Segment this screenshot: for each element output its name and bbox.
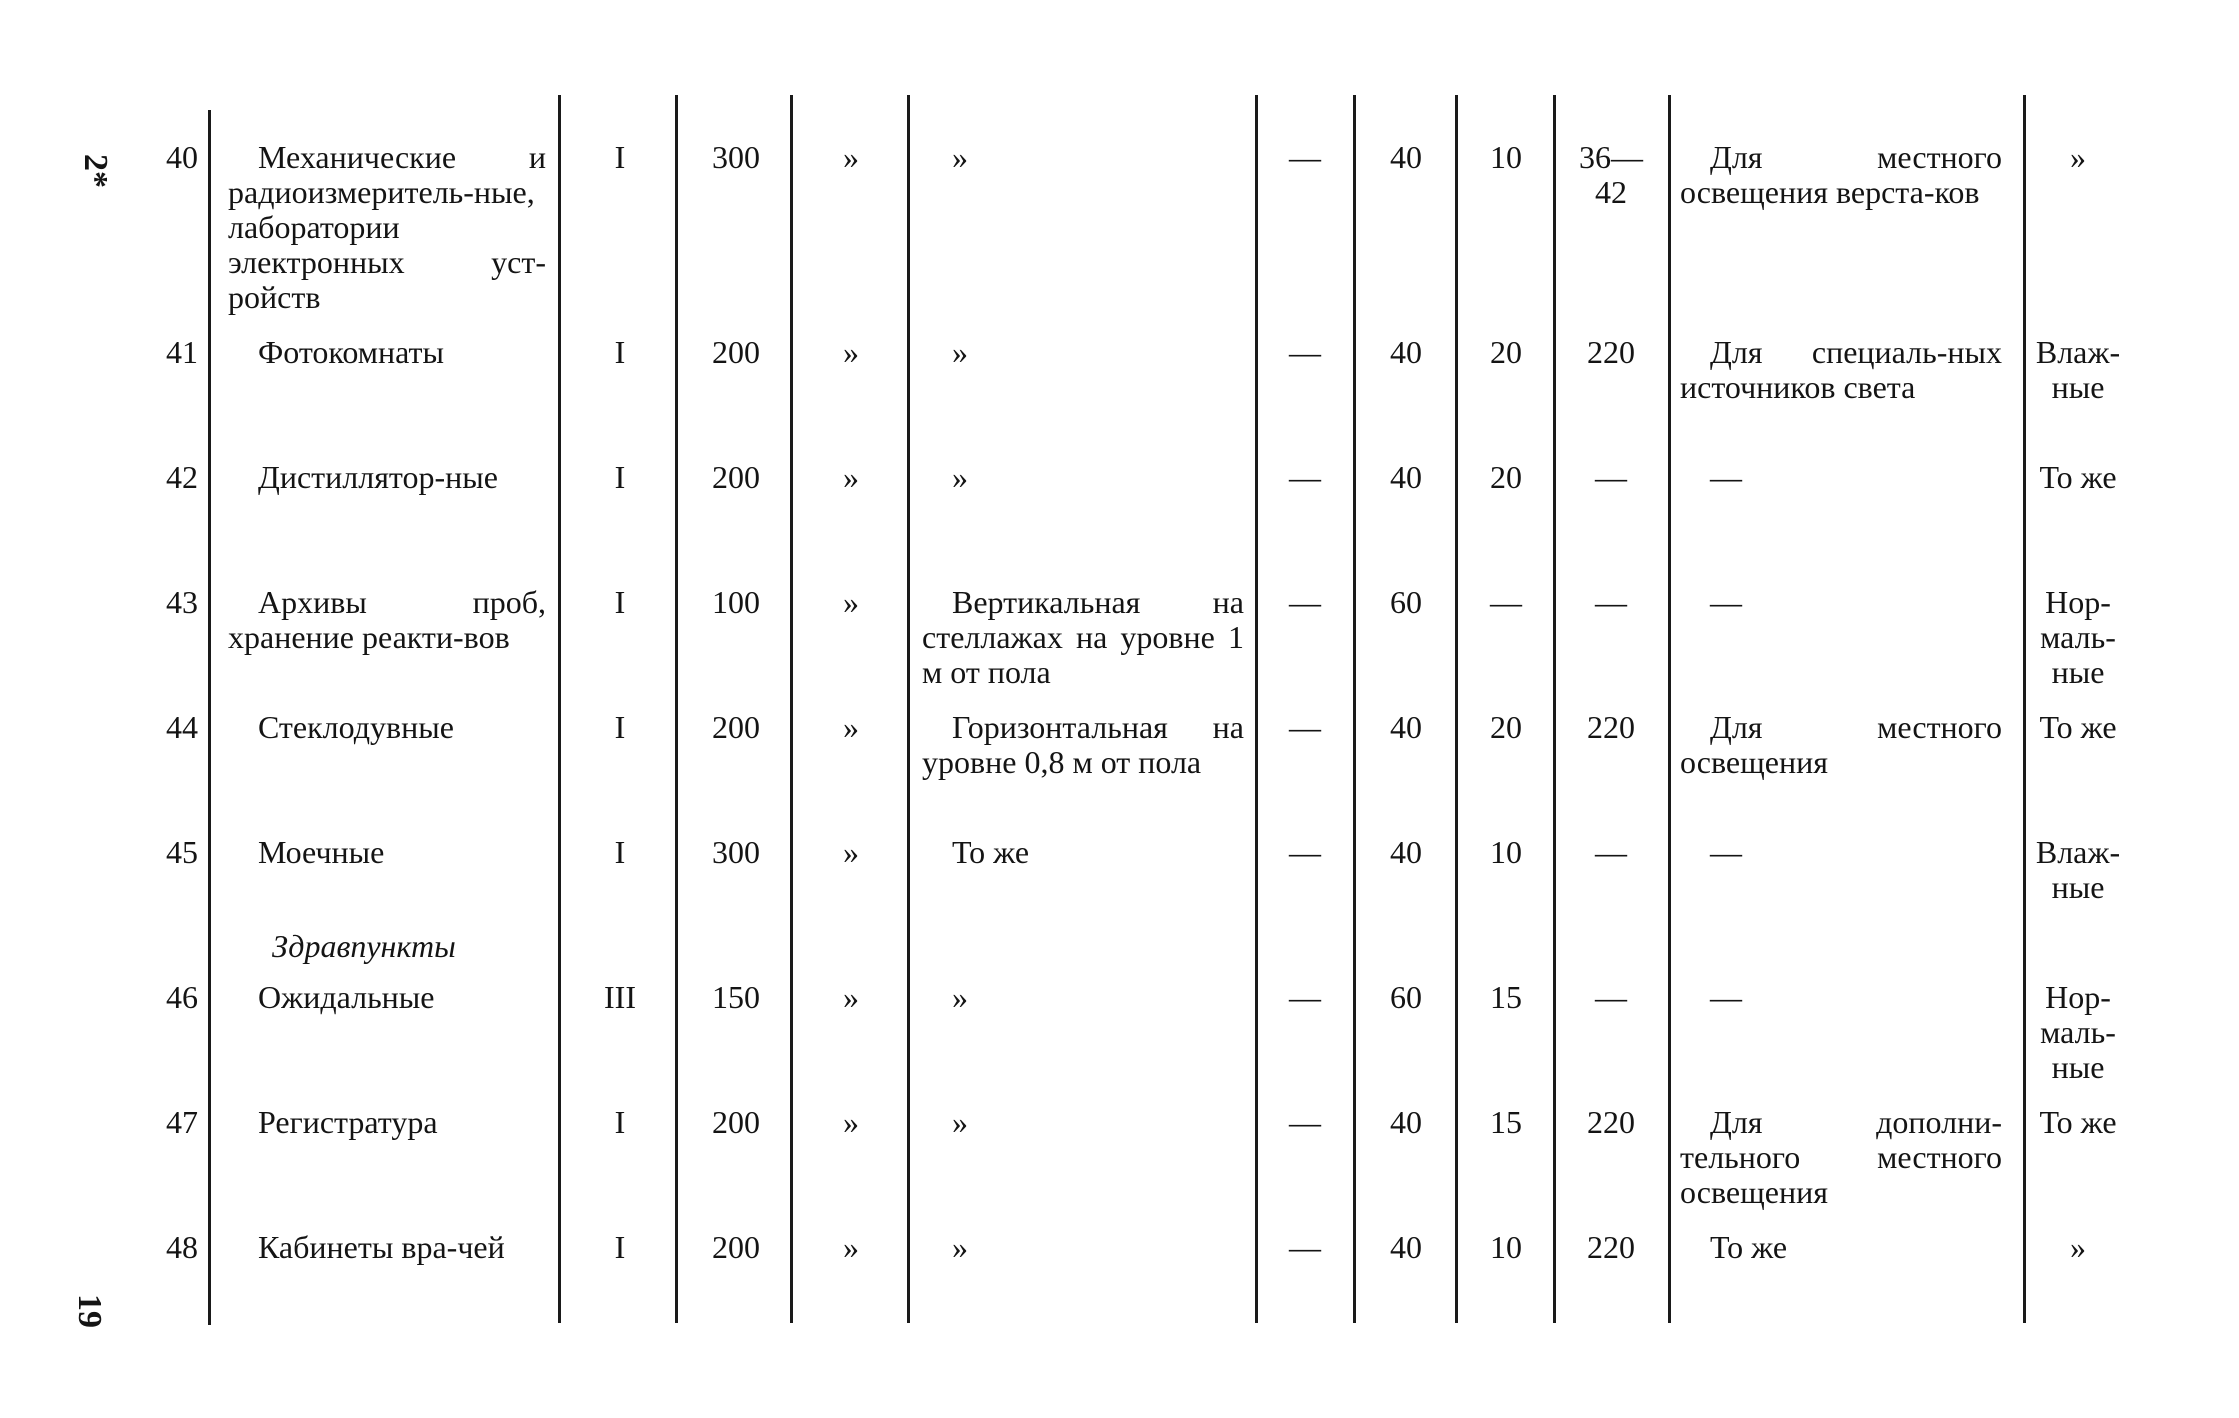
voltage-cell: 220 (1587, 1104, 1635, 1140)
environment-cell: Нор-маль-ные (2040, 979, 2116, 1085)
ditto-cell: » (843, 979, 859, 1015)
section-heading: Здравпункты (272, 928, 456, 964)
room-name: Кабинеты вра-чей (258, 1229, 505, 1265)
value-cell: — (1490, 584, 1522, 620)
value-cell: 40 (1390, 1229, 1422, 1265)
row-number: 43 (166, 584, 198, 620)
table-row (0, 710, 2239, 834)
value-cell: 10 (1490, 1229, 1522, 1265)
voltage-cell: — (1595, 459, 1627, 495)
table-row (0, 585, 2239, 709)
notes-cell: — (1710, 834, 1742, 870)
ditto-cell: » (843, 1229, 859, 1265)
notes-cell: Для дополни-тельного местного освещения (1680, 1104, 2002, 1210)
dash-cell: — (1289, 139, 1321, 175)
notes-cell: Для местного освещения (1680, 709, 2002, 780)
value-cell: 10 (1490, 139, 1522, 175)
ditto-cell: » (843, 584, 859, 620)
value-cell: 20 (1490, 709, 1522, 745)
dash-cell: — (1289, 584, 1321, 620)
category-cell: I (614, 584, 626, 620)
ditto-cell: » (843, 1104, 859, 1140)
illuminance-cell: 200 (712, 709, 760, 745)
ditto-cell: » (843, 459, 859, 495)
dash-cell: — (1289, 334, 1321, 370)
value-cell: 15 (1490, 979, 1522, 1015)
value-cell: 40 (1390, 834, 1422, 870)
plane-cell: » (952, 979, 968, 1015)
notes-cell: Для специаль-ных источников света (1680, 334, 2002, 405)
value-cell: 60 (1390, 584, 1422, 620)
category-cell: I (614, 709, 626, 745)
plane-cell: » (952, 334, 968, 370)
dash-cell: — (1289, 1229, 1321, 1265)
value-cell: 40 (1390, 459, 1422, 495)
ditto-cell: » (843, 834, 859, 870)
row-number: 47 (166, 1104, 198, 1140)
voltage-cell: — (1595, 979, 1627, 1015)
illuminance-cell: 200 (712, 459, 760, 495)
environment-cell: Нор-маль-ные (2040, 584, 2116, 690)
notes-cell: — (1710, 979, 1742, 1015)
room-name: Регистратура (258, 1104, 438, 1140)
environment-cell: » (2070, 1229, 2086, 1265)
table-row (0, 1105, 2239, 1229)
voltage-cell: 36—42 (1579, 139, 1643, 210)
value-cell: 10 (1490, 834, 1522, 870)
notes-cell: — (1710, 584, 1742, 620)
illuminance-cell: 100 (712, 584, 760, 620)
ditto-cell: » (843, 709, 859, 745)
dash-cell: — (1289, 459, 1321, 495)
illuminance-cell: 200 (712, 1104, 760, 1140)
plane-cell: » (952, 139, 968, 175)
category-cell: I (614, 459, 626, 495)
value-cell: 60 (1390, 979, 1422, 1015)
value-cell: 40 (1390, 139, 1422, 175)
dash-cell: — (1289, 709, 1321, 745)
dash-cell: — (1289, 979, 1321, 1015)
illuminance-cell: 200 (712, 1229, 760, 1265)
dash-cell: — (1289, 1104, 1321, 1140)
environment-cell: Влаж-ные (2035, 834, 2121, 905)
room-name: Механические и радиоизмеритель-ные, лаборатории электронных уст-ройств (228, 139, 546, 315)
category-cell: I (614, 1229, 626, 1265)
page-number: 19 (71, 1294, 108, 1328)
value-cell: 20 (1490, 334, 1522, 370)
table-row (0, 460, 2239, 584)
plane-cell: Горизонтальная на уровне 0,8 м от пола (922, 709, 1244, 780)
plane-cell: То же (952, 834, 1030, 870)
category-cell: I (614, 834, 626, 870)
illuminance-cell: 200 (712, 334, 760, 370)
voltage-cell: 220 (1587, 334, 1635, 370)
notes-cell: Для местного освещения верста-ков (1680, 139, 2002, 210)
table-row (0, 1230, 2239, 1354)
ditto-cell: » (843, 334, 859, 370)
voltage-cell: — (1595, 584, 1627, 620)
table-row (0, 980, 2239, 1104)
table-row (0, 335, 2239, 459)
plane-cell: » (952, 1229, 968, 1265)
dash-cell: — (1289, 834, 1321, 870)
room-name: Архивы проб, хранение реакти-вов (228, 584, 546, 655)
environment-cell: То же (2039, 1104, 2117, 1140)
value-cell: 40 (1390, 334, 1422, 370)
voltage-cell: 220 (1587, 709, 1635, 745)
row-number: 44 (166, 709, 198, 745)
environment-cell: » (2070, 139, 2086, 175)
room-name: Фотокомнаты (258, 334, 444, 370)
category-cell: I (614, 334, 626, 370)
illuminance-cell: 150 (712, 979, 760, 1015)
room-name: Ожидальные (258, 979, 435, 1015)
table-row (0, 139, 2239, 315)
illuminance-cell: 300 (712, 139, 760, 175)
voltage-cell: 220 (1587, 1229, 1635, 1265)
value-cell: 40 (1390, 1104, 1422, 1140)
row-number: 42 (166, 459, 198, 495)
row-number: 46 (166, 979, 198, 1015)
category-cell: III (604, 979, 636, 1015)
plane-cell: Вертикальная на стеллажах на уровне 1 м от пола (922, 584, 1244, 690)
notes-cell: То же (1710, 1229, 1788, 1265)
environment-cell: То же (2039, 709, 2117, 745)
value-cell: 15 (1490, 1104, 1522, 1140)
row-number: 48 (166, 1229, 198, 1265)
environment-cell: То же (2039, 459, 2117, 495)
page-marker-top: 2* (77, 154, 114, 188)
value-cell: 40 (1390, 709, 1422, 745)
value-cell: 20 (1490, 459, 1522, 495)
room-name: Дистиллятор-ные (258, 459, 498, 495)
row-number: 45 (166, 834, 198, 870)
voltage-cell: — (1595, 834, 1627, 870)
notes-cell: — (1710, 459, 1742, 495)
ditto-cell: » (843, 139, 859, 175)
category-cell: I (614, 139, 626, 175)
room-name: Моечные (258, 834, 385, 870)
category-cell: I (614, 1104, 626, 1140)
environment-cell: Влаж-ные (2035, 334, 2121, 405)
table-row (0, 835, 2239, 959)
plane-cell: » (952, 1104, 968, 1140)
illuminance-cell: 300 (712, 834, 760, 870)
room-name: Стеклодувные (258, 709, 454, 745)
row-number: 40 (166, 139, 198, 175)
plane-cell: » (952, 459, 968, 495)
row-number: 41 (166, 334, 198, 370)
